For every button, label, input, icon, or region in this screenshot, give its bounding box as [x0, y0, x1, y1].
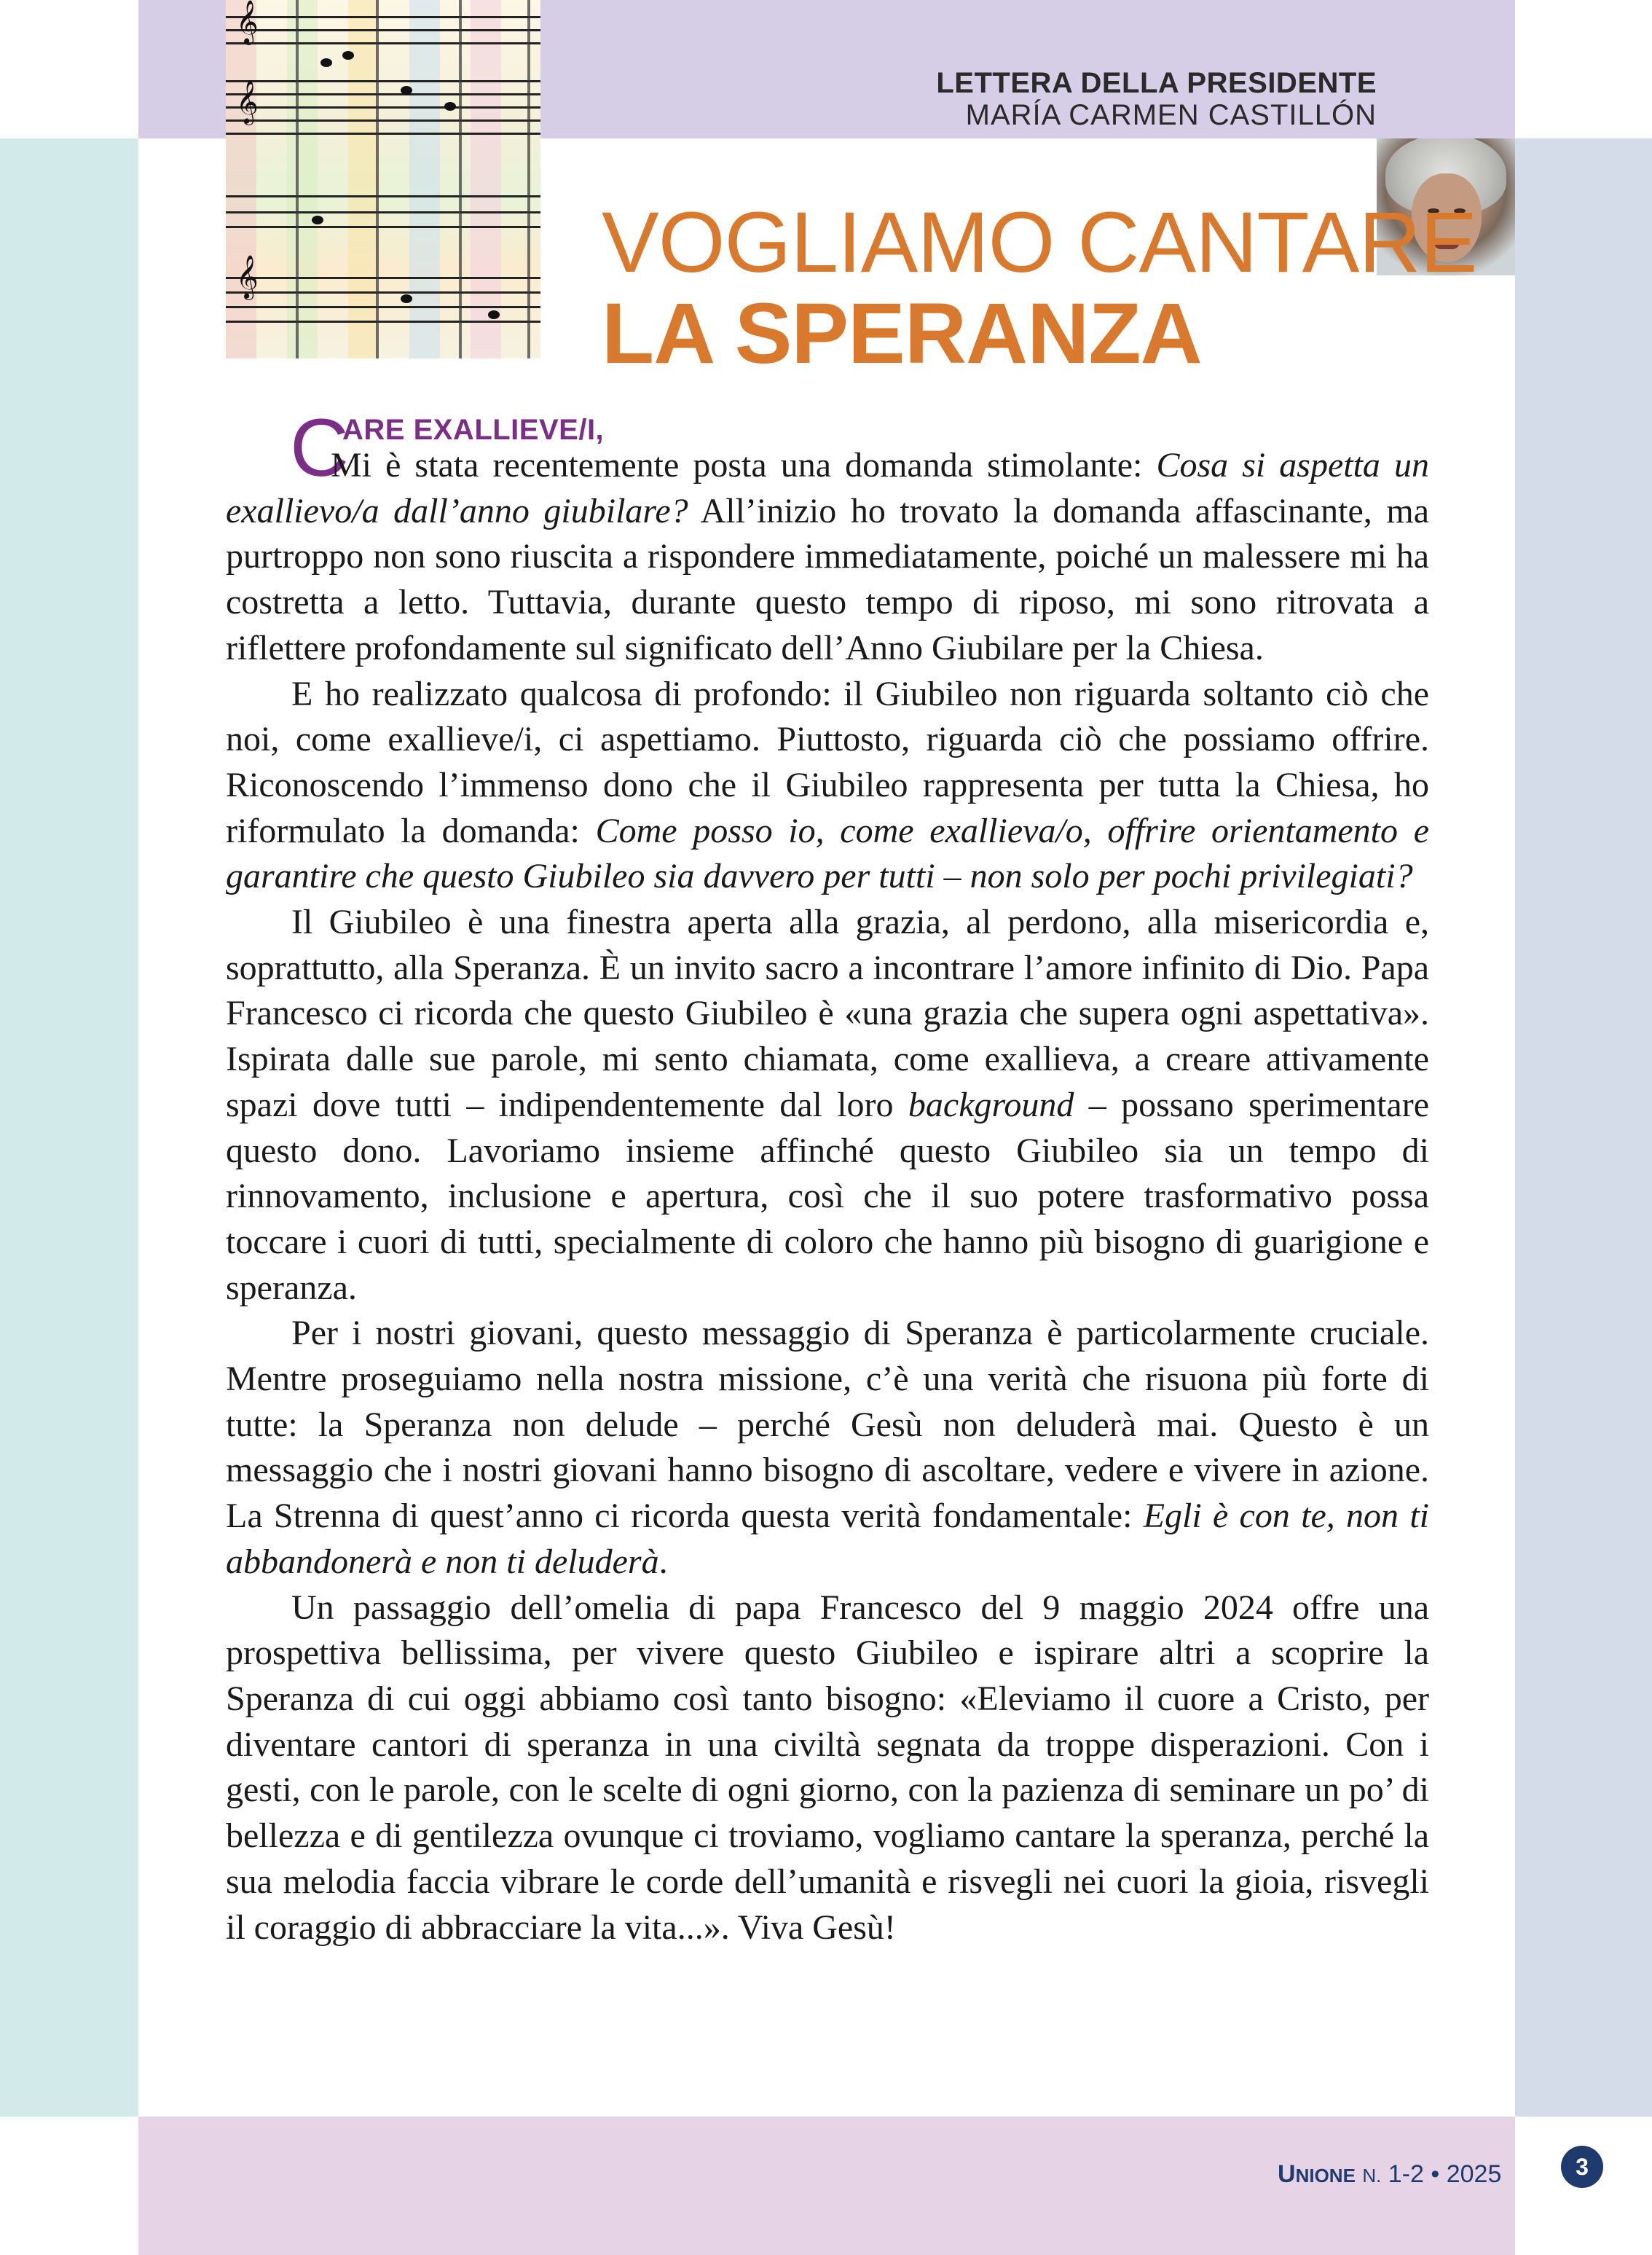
- page-number: 3: [1561, 2146, 1603, 2188]
- issue-number: 1-2 • 2025: [1381, 2160, 1502, 2188]
- article-body: [226, 443, 1429, 1950]
- section-header: [936, 67, 1377, 131]
- drop-cap: C: [290, 402, 349, 493]
- body-paragraph: [226, 1585, 1429, 1951]
- paragraph-text: E ho realizzato qualcosa di profondo: il Giubileo non riguarda soltanto ciò che noi, come exallieve/i, ci aspettiamo. Piuttosto, riguarda ciò che possiamo offrire. Riconoscendo l’immenso dono che il Giubileo rappresenta per tutta la Chiesa, ho riformulato la domanda:: [226, 674, 1429, 850]
- author-name: MARÍA CARMEN CASTILLÓN: [965, 99, 1377, 131]
- issue-label: N.: [1362, 2165, 1382, 2187]
- italic-text: Egli è con te, non ti abbandonerà e non ti deluderà: [226, 1497, 1430, 1581]
- body-paragraph: [226, 672, 1429, 901]
- left-color-band: [0, 138, 138, 2117]
- article-title: [602, 195, 1477, 382]
- paragraph-text: Mi è stata recentemente posta una domanda stimolante:: [331, 446, 1157, 485]
- body-paragraph: [226, 900, 1429, 1311]
- magazine-name: NIONE: [1295, 2165, 1356, 2187]
- magazine-initial: U: [1278, 2160, 1296, 2188]
- footer-magazine: [1278, 2160, 1501, 2189]
- body-paragraph: [226, 1311, 1429, 1585]
- paragraph-text: All’inizio ho trovato la domanda affascinante, ma purtroppo non sono riuscita a rispondere immediatamente, poiché un malessere mi ha costretta a letto. Tuttavia, durante questo tempo di riposo, mi sono ritrovata a riflettere profondamente sul significato dell’Anno Giubilare per la Chiesa.: [226, 491, 1429, 667]
- title-line-1: VOGLIAMO CANTARE: [602, 195, 1477, 291]
- paragraph-text: Il Giubileo è una finestra aperta alla grazia, al perdono, alla misericordia e, soprattutto, alla Speranza. È un invito sacro a incontrare l’amore infinito di Dio. Papa Francesco ci ricorda che questo Giubileo è «una grazia che supera ogni aspettativa». Ispirata dalle sue parole, mi sento chiamata, come exallieva, a creare attivamente spazi dove tutti – indipendentemente dal loro: [226, 903, 1429, 1124]
- title-line-2: LA SPERANZA: [602, 286, 1202, 382]
- italic-text: Cosa si aspetta un exallievo/a dall’anno giubilare?: [226, 446, 1429, 530]
- music-score-illustration: 𝄞 𝄞 𝄞: [226, 0, 540, 358]
- paragraph-text: .: [658, 1542, 668, 1581]
- italic-text: Come posso io, come exallieva/o, offrire orientamento e garantire che questo Giubileo sia davvero per tutti – non solo per pochi privilegiati?: [226, 811, 1429, 896]
- salutation: ARE EXALLIEVE/I,: [342, 414, 605, 446]
- body-paragraph: [226, 443, 1429, 672]
- section-kicker: LETTERA DELLA PRESIDENTE: [936, 67, 1377, 99]
- paragraph-text: – possano sperimentare questo dono. Lavoriamo insieme affinché questo Giubileo sia un tempo di rinnovamento, inclusione e apertura, così che il suo potere trasformativo possa toccare i cuori di tutti, specialmente di coloro che hanno più bisogno di guarigione e speranza.: [226, 1085, 1429, 1307]
- right-color-band: [1515, 138, 1652, 2117]
- paragraph-text: Per i nostri giovani, questo messaggio di Speranza è particolarmente cruciale. Mentre proseguiamo nella nostra missione, c’è una verità che risuona più forte di tutte: la Speranza non delude – perché Gesù non deluderà mai. Questo è un messaggio che i nostri giovani hanno bisogno di ascoltare, vedere e vivere in azione. La Strenna di quest’anno ci ricorda questa verità fondamentale:: [226, 1314, 1429, 1536]
- paragraph-text: Un passaggio dell’omelia di papa Francesco del 9 maggio 2024 offre una prospettiva bellissima, per vivere questo Giubileo e ispirare altri a scoprire la Speranza di cui oggi abbiamo così tanto bisogno: «Eleviamo il cuore a Cristo, per diventare cantori di speranza in una civiltà segnata da troppe disperazioni. Con i gesti, con le parole, con le scelte di ogni giorno, con la pazienza di seminare un po’ di bellezza e di gentilezza ovunque ci troviamo, vogliamo cantare la speranza, perché la sua melodia faccia vibrare le corde dell’umanità e risvegli nei cuori la gioia, risvegli il coraggio di abbracciare la vita...». Viva Gesù!: [226, 1588, 1429, 1947]
- italic-text: background: [908, 1085, 1074, 1124]
